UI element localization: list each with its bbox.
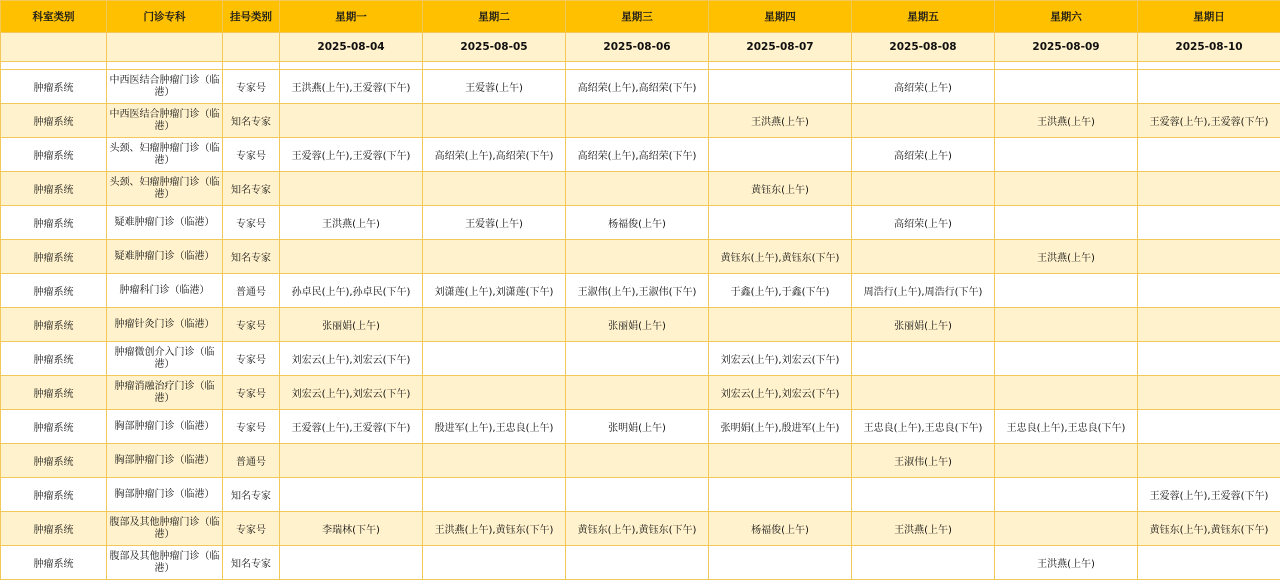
header-category: 科室类别 (1, 1, 107, 33)
dept-cell: 肿瘤微创介入门诊（临港） (107, 342, 223, 376)
schedule-cell-thu: 刘宏云(上午),刘宏云(下午) (709, 376, 852, 410)
dept-cell: 头颈、妇瘤肿瘤门诊（临港） (107, 138, 223, 172)
schedule-cell-wed (566, 444, 709, 478)
date-tue: 2025-08-05 (423, 33, 566, 62)
table-row (1, 376, 1280, 410)
table-row (1, 172, 1280, 206)
schedule-cell-thu: 于鑫(上午),于鑫(下午) (709, 274, 852, 308)
reg-type-cell: 专家号 (223, 376, 280, 410)
schedule-cell-sun (1138, 342, 1280, 376)
schedule-cell-fri (852, 546, 995, 580)
header-fri: 星期五 (852, 1, 995, 33)
date-sat: 2025-08-09 (995, 33, 1138, 62)
schedule-cell-thu (709, 444, 852, 478)
schedule-cell-tue (423, 104, 566, 138)
table-row (1, 410, 1280, 444)
schedule-cell-thu (709, 138, 852, 172)
table-row (1, 240, 1280, 274)
schedule-cell-fri: 高绍荣(上午) (852, 206, 995, 240)
schedule-cell-wed (566, 104, 709, 138)
schedule-cell-tue (423, 444, 566, 478)
schedule-cell-fri (852, 478, 995, 512)
reg-type-cell: 专家号 (223, 138, 280, 172)
schedule-cell-sun (1138, 172, 1280, 206)
table-row (1, 206, 1280, 240)
schedule-cell-sat: 王洪燕(上午) (995, 240, 1138, 274)
schedule-cell-sat (995, 376, 1138, 410)
category-cell: 肿瘤系统 (1, 70, 107, 104)
dept-cell: 头颈、妇瘤肿瘤门诊（临港） (107, 172, 223, 206)
schedule-cell-fri (852, 104, 995, 138)
schedule-cell-mon (280, 104, 423, 138)
reg-type-cell: 普通号 (223, 444, 280, 478)
table-row (1, 104, 1280, 138)
reg-type-cell: 知名专家 (223, 478, 280, 512)
schedule-cell-wed (566, 342, 709, 376)
schedule-cell-wed: 高绍荣(上午),高绍荣(下午) (566, 138, 709, 172)
category-cell: 肿瘤系统 (1, 138, 107, 172)
date-blank (1, 33, 107, 62)
schedule-cell-sat (995, 138, 1138, 172)
schedule-cell-sat (995, 478, 1138, 512)
schedule-cell-fri: 张丽娟(上午) (852, 308, 995, 342)
table-row (1, 342, 1280, 376)
header-type: 挂号类别 (223, 1, 280, 33)
header-dept: 门诊专科 (107, 1, 223, 33)
header-mon: 星期一 (280, 1, 423, 33)
schedule-cell-mon: 刘宏云(上午),刘宏云(下午) (280, 376, 423, 410)
schedule-cell-fri: 高绍荣(上午) (852, 138, 995, 172)
schedule-cell-wed (566, 546, 709, 580)
schedule-cell-mon: 李瑞林(下午) (280, 512, 423, 546)
reg-type-cell: 知名专家 (223, 172, 280, 206)
schedule-cell-sat (995, 512, 1138, 546)
dept-cell: 胸部肿瘤门诊（临港） (107, 444, 223, 478)
dept-cell: 胸部肿瘤门诊（临港） (107, 478, 223, 512)
header-tue: 星期二 (423, 1, 566, 33)
schedule-cell-thu: 黄钰东(上午) (709, 172, 852, 206)
category-cell: 肿瘤系统 (1, 444, 107, 478)
schedule-cell-thu (709, 206, 852, 240)
schedule-cell-sun (1138, 274, 1280, 308)
header-sat: 星期六 (995, 1, 1138, 33)
schedule-cell-thu: 王洪燕(上午) (709, 104, 852, 138)
schedule-cell-tue: 刘潇莲(上午),刘潇莲(下午) (423, 274, 566, 308)
header-sun: 星期日 (1138, 1, 1280, 33)
category-cell: 肿瘤系统 (1, 172, 107, 206)
category-cell: 肿瘤系统 (1, 274, 107, 308)
schedule-cell-mon (280, 444, 423, 478)
reg-type-cell: 知名专家 (223, 546, 280, 580)
schedule-cell-sat (995, 308, 1138, 342)
schedule-cell-fri (852, 376, 995, 410)
reg-type-cell: 普通号 (223, 274, 280, 308)
schedule-cell-fri: 周浩行(上午),周浩行(下午) (852, 274, 995, 308)
dept-cell: 腹部及其他肿瘤门诊（临港） (107, 512, 223, 546)
schedule-cell-sun (1138, 308, 1280, 342)
table-row (1, 478, 1280, 512)
schedule-cell-wed: 张丽娟(上午) (566, 308, 709, 342)
schedule-cell-tue: 殷进军(上午),王忠良(上午) (423, 410, 566, 444)
schedule-cell-tue: 王洪燕(上午),黄钰东(下午) (423, 512, 566, 546)
dept-cell: 疑难肿瘤门诊（临港） (107, 240, 223, 274)
schedule-cell-tue (423, 376, 566, 410)
table-row (1, 308, 1280, 342)
category-cell: 肿瘤系统 (1, 512, 107, 546)
date-mon: 2025-08-04 (280, 33, 423, 62)
reg-type-cell: 专家号 (223, 410, 280, 444)
reg-type-cell: 专家号 (223, 70, 280, 104)
schedule-cell-tue: 王爱蓉(上午) (423, 206, 566, 240)
schedule-cell-fri (852, 240, 995, 274)
spacer-row (1, 62, 1280, 70)
schedule-cell-sat: 王忠良(上午),王忠良(下午) (995, 410, 1138, 444)
schedule-cell-wed (566, 376, 709, 410)
category-cell: 肿瘤系统 (1, 308, 107, 342)
schedule-cell-sat (995, 342, 1138, 376)
schedule-cell-sun: 黄钰东(上午),黄钰东(下午) (1138, 512, 1280, 546)
table-row (1, 138, 1280, 172)
schedule-cell-sat: 王洪燕(上午) (995, 104, 1138, 138)
dept-cell: 疑难肿瘤门诊（临港） (107, 206, 223, 240)
schedule-cell-wed: 高绍荣(上午),高绍荣(下午) (566, 70, 709, 104)
schedule-cell-wed: 王淑伟(上午),王淑伟(下午) (566, 274, 709, 308)
date-fri: 2025-08-08 (852, 33, 995, 62)
schedule-cell-thu: 黄钰东(上午),黄钰东(下午) (709, 240, 852, 274)
schedule-cell-thu: 杨福俊(上午) (709, 512, 852, 546)
schedule-cell-sat: 王洪燕(上午) (995, 546, 1138, 580)
category-cell: 肿瘤系统 (1, 546, 107, 580)
schedule-cell-tue (423, 546, 566, 580)
header-thu: 星期四 (709, 1, 852, 33)
category-cell: 肿瘤系统 (1, 104, 107, 138)
schedule-cell-mon: 王洪燕(上午),王爱蓉(下午) (280, 70, 423, 104)
table-row (1, 546, 1280, 580)
date-thu: 2025-08-07 (709, 33, 852, 62)
schedule-cell-tue (423, 240, 566, 274)
schedule-cell-fri: 高绍荣(上午) (852, 70, 995, 104)
schedule-cell-mon (280, 546, 423, 580)
schedule-cell-sat (995, 70, 1138, 104)
schedule-cell-mon (280, 240, 423, 274)
schedule-body (1, 70, 1280, 580)
category-cell: 肿瘤系统 (1, 206, 107, 240)
schedule-cell-tue (423, 478, 566, 512)
schedule-cell-mon: 王爱蓉(上午),王爱蓉(下午) (280, 138, 423, 172)
reg-type-cell: 专家号 (223, 206, 280, 240)
table-row (1, 274, 1280, 308)
schedule-cell-sun (1138, 376, 1280, 410)
dept-cell: 中西医结合肿瘤门诊（临港） (107, 70, 223, 104)
schedule-cell-wed: 黄钰东(上午),黄钰东(下午) (566, 512, 709, 546)
schedule-cell-mon: 张丽娟(上午) (280, 308, 423, 342)
schedule-cell-tue (423, 308, 566, 342)
schedule-cell-sun (1138, 70, 1280, 104)
category-cell: 肿瘤系统 (1, 376, 107, 410)
schedule-cell-thu: 刘宏云(上午),刘宏云(下午) (709, 342, 852, 376)
reg-type-cell: 专家号 (223, 342, 280, 376)
dept-cell: 腹部及其他肿瘤门诊（临港） (107, 546, 223, 580)
date-blank (107, 33, 223, 62)
schedule-cell-mon: 王洪燕(上午) (280, 206, 423, 240)
category-cell: 肿瘤系统 (1, 410, 107, 444)
schedule-cell-sun (1138, 444, 1280, 478)
dept-cell: 中西医结合肿瘤门诊（临港） (107, 104, 223, 138)
schedule-cell-fri: 王忠良(上午),王忠良(下午) (852, 410, 995, 444)
schedule-cell-wed: 杨福俊(上午) (566, 206, 709, 240)
header-wed: 星期三 (566, 1, 709, 33)
schedule-cell-sat (995, 274, 1138, 308)
schedule-cell-fri (852, 172, 995, 206)
schedule-cell-tue (423, 172, 566, 206)
schedule-cell-sun (1138, 240, 1280, 274)
reg-type-cell: 专家号 (223, 512, 280, 546)
dept-cell: 肿瘤针灸门诊（临港） (107, 308, 223, 342)
schedule-cell-mon (280, 478, 423, 512)
category-cell: 肿瘤系统 (1, 342, 107, 376)
reg-type-cell: 专家号 (223, 308, 280, 342)
schedule-cell-fri (852, 342, 995, 376)
schedule-cell-tue: 王爱蓉(上午) (423, 70, 566, 104)
schedule-cell-mon: 刘宏云(上午),刘宏云(下午) (280, 342, 423, 376)
schedule-cell-tue: 高绍荣(上午),高绍荣(下午) (423, 138, 566, 172)
schedule-cell-fri: 王淑伟(上午) (852, 444, 995, 478)
date-sun: 2025-08-10 (1138, 33, 1280, 62)
schedule-cell-thu (709, 546, 852, 580)
schedule-cell-sun (1138, 546, 1280, 580)
reg-type-cell: 知名专家 (223, 240, 280, 274)
category-cell: 肿瘤系统 (1, 240, 107, 274)
category-cell: 肿瘤系统 (1, 478, 107, 512)
table-row (1, 70, 1280, 104)
date-wed: 2025-08-06 (566, 33, 709, 62)
header-row (1, 1, 1280, 33)
reg-type-cell: 知名专家 (223, 104, 280, 138)
schedule-cell-thu (709, 70, 852, 104)
schedule-cell-thu: 张明娟(上午),殷进军(上午) (709, 410, 852, 444)
schedule-cell-sat (995, 206, 1138, 240)
schedule-cell-mon: 孙卓民(上午),孙卓民(下午) (280, 274, 423, 308)
schedule-cell-wed (566, 478, 709, 512)
schedule-cell-tue (423, 342, 566, 376)
schedule-cell-thu (709, 308, 852, 342)
schedule-cell-sun (1138, 410, 1280, 444)
schedule-cell-thu (709, 478, 852, 512)
dept-cell: 胸部肿瘤门诊（临港） (107, 410, 223, 444)
schedule-cell-sat (995, 444, 1138, 478)
schedule-cell-sat (995, 172, 1138, 206)
schedule-cell-sun: 王爱蓉(上午),王爱蓉(下午) (1138, 478, 1280, 512)
schedule-cell-fri: 王洪燕(上午) (852, 512, 995, 546)
date-blank (223, 33, 280, 62)
dept-cell: 肿瘤消融治疗门诊（临港） (107, 376, 223, 410)
dept-cell: 肿瘤科门诊（临港） (107, 274, 223, 308)
schedule-cell-wed (566, 240, 709, 274)
schedule-cell-sun (1138, 206, 1280, 240)
table-row (1, 444, 1280, 478)
date-row (1, 33, 1280, 62)
schedule-cell-wed: 张明娟(上午) (566, 410, 709, 444)
schedule-cell-sun: 王爱蓉(上午),王爱蓉(下午) (1138, 104, 1280, 138)
schedule-cell-wed (566, 172, 709, 206)
schedule-cell-mon (280, 172, 423, 206)
schedule-cell-mon: 王爱蓉(上午),王爱蓉(下午) (280, 410, 423, 444)
table-row (1, 512, 1280, 546)
schedule-cell-sun (1138, 138, 1280, 172)
